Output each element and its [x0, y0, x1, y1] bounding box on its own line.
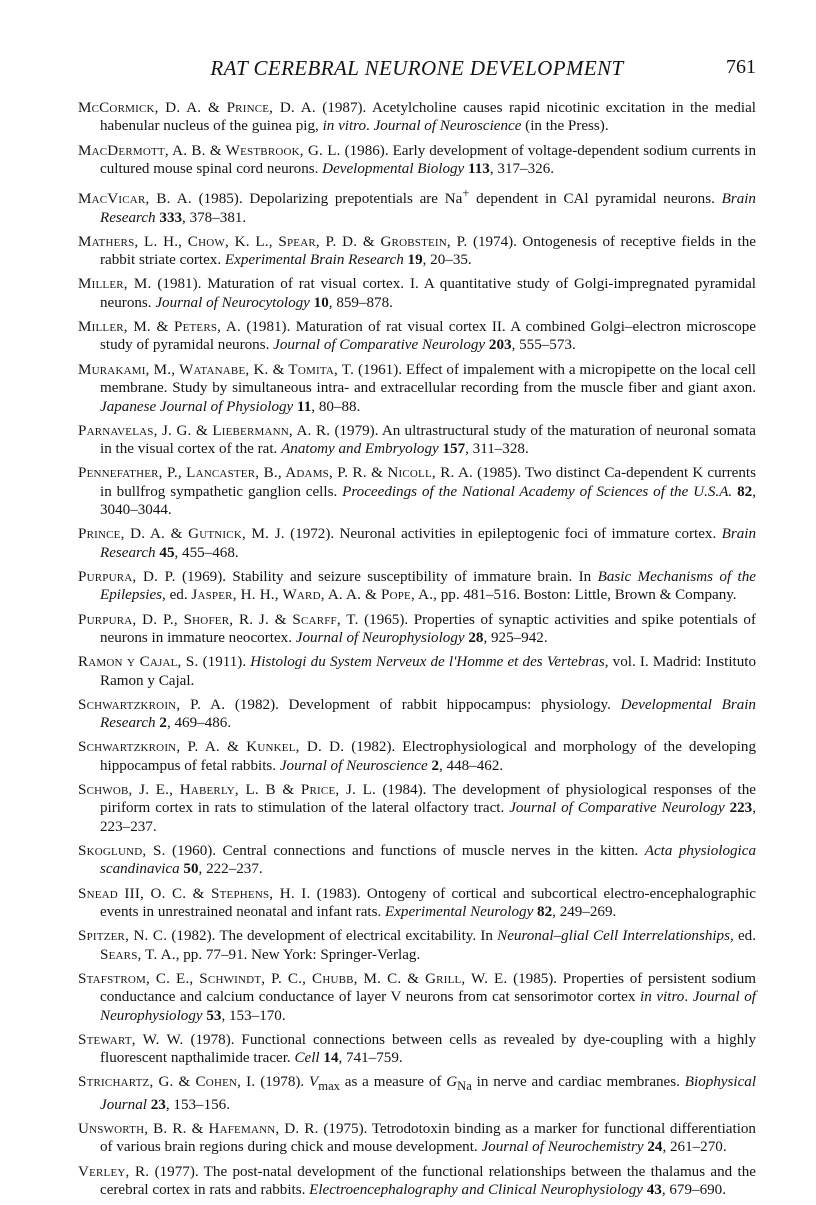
reference-authors: Prince, D. A. & Gutnick, M. J.	[78, 526, 285, 543]
reference-text: (1961). Effect of impalement with a micropipette on the local cell membrane. Study by simultaneous intra- and extracellular recording from the muscle fiber and giant axon.	[100, 361, 757, 397]
reference-entry	[78, 422, 756, 459]
reference-entry	[78, 1163, 756, 1200]
reference-italic-text: Anatomy and Embryology	[281, 441, 439, 458]
reference-text: Na	[457, 1079, 472, 1094]
reference-text: , 378–381.	[182, 209, 247, 226]
reference-italic-text: Experimental Neurology	[385, 904, 534, 921]
reference-authors: Schwartzkroin, P. A.	[78, 696, 226, 713]
reference-volume: 19	[407, 252, 423, 269]
reference-italic-text: in vitro	[640, 989, 685, 1006]
reference-italic-text: Journal of Comparative Neurology	[509, 800, 725, 817]
reference-volume: 157	[442, 441, 466, 458]
reference-text: , 261–270.	[662, 1139, 727, 1156]
reference-volume: 53	[206, 1007, 222, 1024]
reference-entry	[78, 1120, 756, 1157]
reference-entry	[78, 781, 756, 836]
reference-text: dependent in CAl pyramidal neurons.	[469, 191, 722, 208]
reference-italic-text: Developmental Brain Research	[100, 696, 756, 732]
reference-volume: 113	[468, 161, 490, 178]
reference-text: , 455–468.	[174, 544, 239, 561]
reference-text: , 153–156.	[165, 1096, 230, 1113]
reference-authors: Strichartz, G. & Cohen, I.	[78, 1074, 256, 1091]
running-head: RAT CEREBRAL NEURONE DEVELOPMENT	[210, 56, 624, 80]
reference-authors: Verley, R.	[78, 1163, 150, 1180]
reference-text: , 153–170.	[221, 1007, 286, 1024]
reference-authors: Pennefather, P., Lancaster, B., Adams, P. R. & Nicoll, R. A.	[78, 465, 474, 482]
reference-entry	[78, 696, 756, 733]
reference-text: , 317–326.	[489, 161, 555, 178]
reference-text: , vol. I. Madrid: Instituto Ramon y Cajal.	[100, 654, 756, 689]
reference-italic-text: G	[446, 1074, 458, 1091]
reference-text: (1983). Ontogeny of cortical and subcortical electro-encephalographic events in unrestrained neonatal and infant rats.	[100, 885, 756, 921]
reference-italic-text: Brain Research	[100, 526, 756, 561]
reference-authors: MacVicar, B. A.	[78, 191, 192, 208]
reference-authors: Mathers, L. H., Chow, K. L., Spear, P. D. & Grobstein, P.	[78, 233, 468, 250]
reference-authors: Purpura, D. P., Shofer, R. J. & Scarff, T.	[78, 611, 359, 628]
reference-volume: 43	[646, 1182, 662, 1199]
reference-entry	[78, 970, 756, 1025]
reference-entry	[78, 1031, 756, 1068]
reference-text: max	[318, 1079, 340, 1094]
reference-authors: McCormick, D. A. & Prince, D. A.	[78, 100, 316, 116]
reference-volume: 10	[313, 294, 329, 311]
reference-text: , ed.	[162, 587, 192, 604]
reference-authors: Ramon y Cajal, S.	[78, 654, 199, 671]
reference-entry	[78, 738, 756, 775]
reference-text: , 741–759.	[338, 1050, 403, 1067]
reference-authors: Stafstrom, C. E., Schwindt, P. C., Chubb, M. C. & Grill, W. E.	[78, 970, 508, 987]
reference-entry	[78, 568, 756, 605]
reference-text: (1969). Stability and seizure susceptibility of immature brain. In	[175, 568, 598, 585]
reference-entry	[78, 184, 756, 227]
reference-volume: 223	[729, 800, 753, 817]
reference-italic-text: Experimental Brain Research	[224, 252, 404, 269]
reference-entry	[78, 233, 756, 270]
reference-authors: Murakami, M., Watanabe, K. & Tomita, T.	[78, 361, 355, 378]
reference-entry	[78, 464, 756, 519]
reference-authors: Skoglund, S.	[78, 843, 166, 859]
reference-text: , 469–486.	[166, 715, 232, 732]
reference-text: (1978).	[255, 1074, 310, 1091]
reference-text: , 679–690.	[661, 1182, 726, 1199]
reference-list	[78, 99, 756, 1205]
reference-authors: Miller, M. & Peters, A.	[78, 319, 241, 336]
reference-text: , 3040–3044.	[100, 483, 756, 519]
reference-italic-text: Electroencephalography and Clinical Neurophysiology	[309, 1182, 643, 1199]
reference-volume: 45	[159, 544, 175, 561]
reference-entry	[78, 318, 756, 355]
reference-authors: MacDermott, A. B. & Westbrook, G. L.	[78, 142, 341, 159]
reference-text: (1982). The development of electrical excitability. In	[167, 928, 498, 945]
reference-text: (1985). Two distinct Ca-dependent K currents in bullfrog sympathetic ganglion cells.	[100, 465, 756, 500]
reference-text: (1978). Functional connections between cells as revealed by dye-coupling with a highly fluorescent napthalimide tracer.	[100, 1031, 757, 1067]
reference-italic-text: Journal of Neurophysiology	[295, 629, 465, 646]
reference-italic-text: Japanese Journal of Physiology	[100, 398, 294, 415]
reference-authors: Spitzer, N. C.	[78, 928, 168, 945]
reference-text: (1982). Electrophysiological and morphology of the developing hippocampus of fetal rabbits.	[100, 739, 756, 774]
reference-text: (1911).	[198, 654, 251, 671]
reference-text: (1965). Properties of synaptic activities and spike potentials of neurons in immature neocortex.	[100, 611, 756, 646]
reference-volume: 14	[323, 1050, 339, 1067]
reference-text: .	[366, 118, 374, 135]
reference-text: (1974). Ontogenesis of receptive fields in the rabbit striate cortex.	[100, 233, 756, 269]
reference-authors: Jasper, H. H., Ward, A. A. & Pope, A.	[191, 587, 434, 604]
page-header	[78, 56, 756, 92]
reference-entry	[78, 611, 756, 648]
reference-text: (1975). Tetrodotoxin binding as a marker for functional differentiation of various brain regions during chick and mouse development.	[100, 1121, 756, 1156]
reference-italic-text: Basic Mechanisms of the Epilepsies	[100, 568, 756, 604]
reference-text: +	[462, 186, 470, 201]
reference-entry	[78, 99, 756, 136]
reference-authors: Miller, M.	[78, 276, 152, 293]
reference-entry	[78, 142, 756, 179]
reference-authors: Unsworth, B. R. & Hafemann, D. R.	[78, 1121, 319, 1138]
reference-volume: 23	[150, 1096, 166, 1113]
reference-text: , pp. 77–91. New York: Springer-Verlag.	[175, 946, 421, 963]
reference-italic-text: Neuronal–glial Cell Interrelationships	[497, 928, 730, 945]
reference-text: .	[684, 989, 693, 1006]
reference-volume: 11	[297, 398, 312, 415]
reference-text: (1981). Maturation of rat visual cortex. I. A quantitative study of Golgi-impregnated pyramidal neurons.	[100, 276, 756, 311]
reference-text: , 222–237.	[198, 861, 263, 878]
reference-text: (1984). The development of physiological responses of the piriform cortex in rats to stimulation of the lateral olfactory tract.	[100, 781, 756, 817]
reference-italic-text: Brain Research	[100, 191, 756, 226]
reference-text: (1972). Neuronal activities in epileptogenic foci of immature cortex.	[284, 526, 722, 543]
reference-text: (1987). Acetylcholine causes rapid nicotinic excitation in the medial habenular nucleus of the guinea pig,	[100, 100, 756, 135]
reference-volume: 50	[183, 861, 199, 878]
reference-text: , 249–269.	[552, 904, 617, 921]
reference-entry	[78, 842, 756, 879]
reference-entry	[78, 275, 756, 312]
page-number: 761	[726, 56, 756, 78]
reference-text: (1979). An ultrastructural study of the maturation of neuronal somata in the visual cortex of the rat.	[100, 422, 756, 458]
reference-text: , 859–878.	[328, 294, 393, 311]
reference-volume: 82	[537, 904, 553, 921]
reference-authors: Schwartzkroin, P. A. & Kunkel, D. D.	[78, 739, 345, 756]
reference-text: , 448–462.	[438, 757, 504, 774]
reference-entry	[78, 885, 756, 922]
reference-text: , 311–328.	[465, 441, 529, 458]
reference-entry	[78, 525, 756, 562]
reference-italic-text: Journal of Neuroscience	[279, 757, 428, 774]
reference-italic-text: V	[309, 1074, 319, 1091]
reference-authors: Purpura, D. P.	[78, 568, 176, 585]
reference-authors: Sears, T. A.	[100, 946, 176, 963]
reference-italic-text: Biophysical Journal	[100, 1074, 757, 1113]
reference-text: (1977). The post-natal development of the functional relationships between the thalamus and the cerebral cortex in rats and rabbits.	[100, 1163, 756, 1199]
reference-authors: Stewart, W. W.	[78, 1031, 184, 1048]
reference-italic-text: Journal of Neurocytology	[155, 294, 310, 311]
reference-text: (1986). Early development of voltage-dependent sodium currents in cultured mouse spinal cord neurons.	[100, 142, 756, 178]
reference-italic-text: Journal of Comparative Neurology	[273, 337, 486, 354]
reference-volume: 24	[647, 1139, 663, 1156]
reference-entry	[78, 653, 756, 690]
reference-authors: Schwob, J. E., Haberly, L. B & Price, J. L.	[78, 781, 376, 798]
reference-text: (1985). Depolarizing prepotentials are Na	[191, 191, 463, 208]
reference-volume: 333	[159, 209, 183, 226]
reference-italic-text: Developmental Biology	[322, 161, 465, 178]
reference-authors: Parnavelas, J. G. & Liebermann, A. R.	[78, 422, 331, 439]
reference-text: , 223–237.	[100, 800, 756, 835]
reference-text: , 555–573.	[511, 337, 576, 354]
reference-text: , 20–35.	[422, 252, 472, 269]
reference-text: (1981). Maturation of rat visual cortex II. A combined Golgi–electron microscope study of pyramidal neurons.	[100, 319, 756, 354]
reference-text: (1982). Development of rabbit hippocampus: physiology.	[225, 696, 621, 713]
reference-text: (1985). Properties of persistent sodium conductance and calcium conductance of layer V neurons from cat sensorimotor cortex	[100, 970, 756, 1006]
reference-text: in nerve and cardiac membranes.	[471, 1074, 685, 1091]
reference-text: (1960). Central connections and functions of muscle nerves in the kitten.	[165, 843, 645, 859]
reference-volume: 203	[488, 337, 512, 354]
reference-text: as a measure of	[339, 1074, 447, 1091]
reference-italic-text: Cell	[294, 1050, 320, 1067]
reference-italic-text: Journal of Neuroscience	[373, 118, 522, 135]
reference-authors: Snead III, O. C. & Stephens, H. I.	[78, 885, 311, 902]
reference-entry	[78, 1073, 756, 1114]
reference-text: , 925–942.	[483, 629, 548, 646]
reference-text: , ed.	[729, 928, 756, 945]
reference-volume: 2	[159, 715, 167, 732]
reference-italic-text: Proceedings of the National Academy of Sciences of the U.S.A.	[342, 483, 733, 500]
reference-volume: 28	[468, 629, 484, 646]
reference-italic-text: Journal of Neurochemistry	[481, 1139, 644, 1156]
reference-text: , pp. 481–516. Boston: Little, Brown & Company.	[433, 587, 737, 604]
reference-text: (in the Press).	[521, 118, 609, 135]
reference-italic-text: in vitro	[322, 118, 367, 135]
reference-entry	[78, 927, 756, 964]
reference-text: , 80–88.	[311, 398, 361, 415]
reference-volume: 82	[737, 483, 753, 500]
reference-italic-text: Journal of Neurophysiology	[100, 989, 757, 1024]
reference-entry	[78, 361, 756, 416]
reference-volume: 2	[431, 757, 439, 774]
reference-italic-text: Acta physiologica scandinavica	[100, 843, 756, 878]
reference-italic-text: Histologi du System Nerveux de l'Homme et des Vertebras	[250, 654, 605, 671]
